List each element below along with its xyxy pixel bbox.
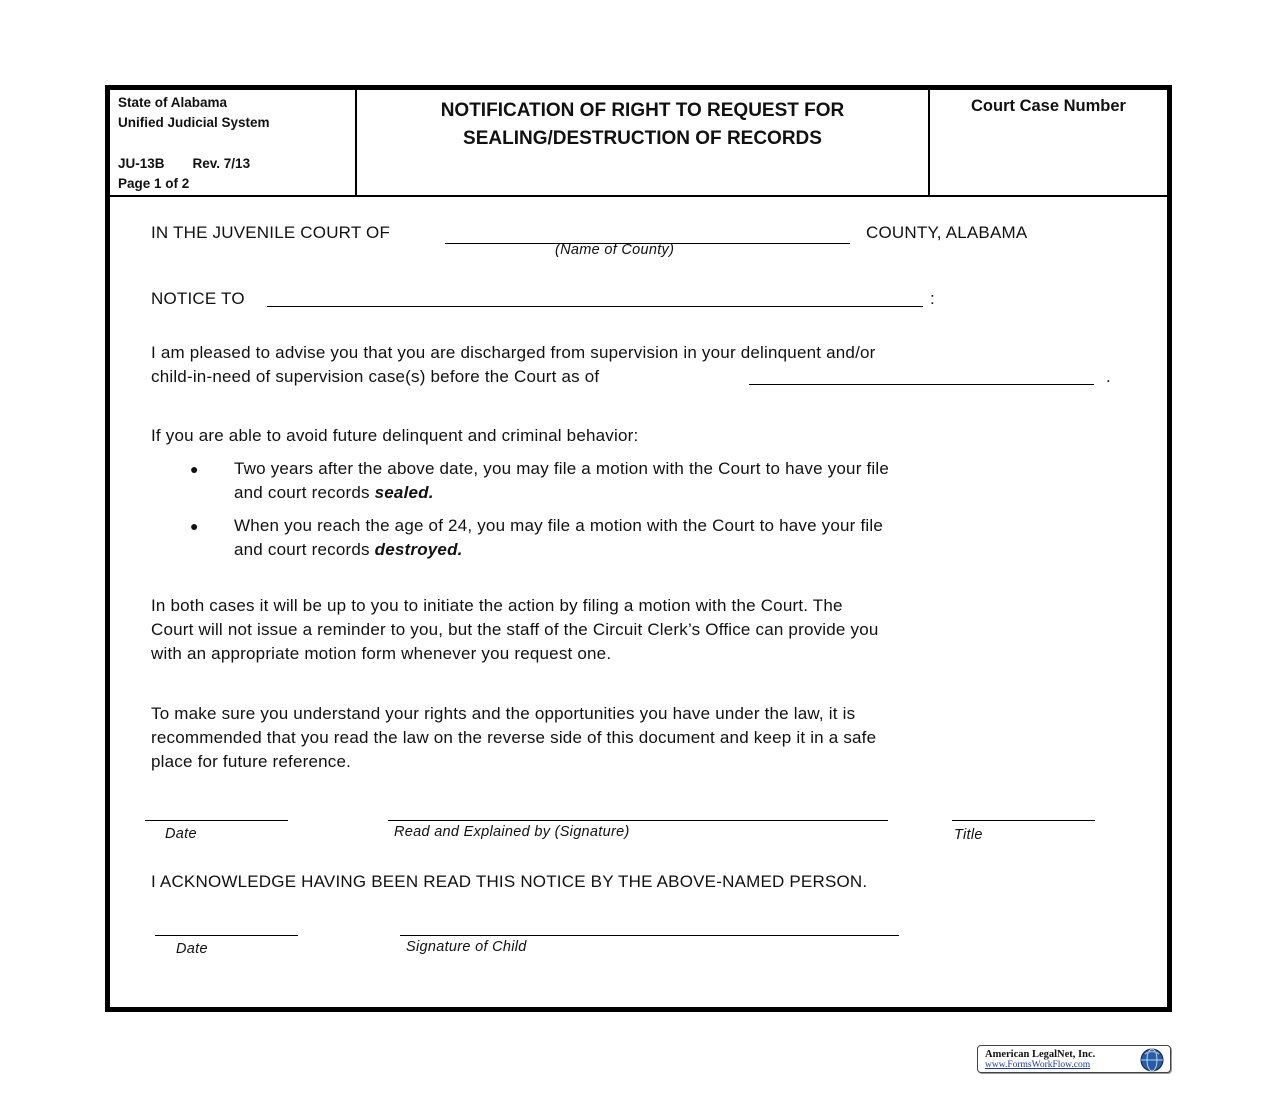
- form-id-cell: [110, 90, 357, 195]
- bullet-dot-icon: ●: [190, 461, 199, 477]
- title-line2: SEALING/DESTRUCTION OF RECORDS: [463, 128, 822, 149]
- date-label-1: Date: [165, 826, 197, 842]
- title-line1: NOTIFICATION OF RIGHT TO REQUEST FOR: [440, 100, 845, 121]
- bullet1-line2: [234, 483, 434, 503]
- child-signature-label: Signature of Child: [406, 939, 527, 955]
- discharge-line2: child-in-need of supervision case(s) before the Court as of: [151, 367, 600, 386]
- form-header: [110, 90, 1167, 197]
- court-suffix: COUNTY, ALABAMA: [866, 223, 1028, 242]
- paragraph-rights: [151, 702, 876, 774]
- county-caption: (Name of County): [555, 242, 675, 258]
- org-line1: State of Alabama: [118, 95, 228, 110]
- notice-name-field[interactable]: [267, 306, 923, 307]
- american-legalnet-logo[interactable]: [977, 1045, 1171, 1073]
- notice-colon: :: [930, 289, 935, 308]
- acknowledgement: I ACKNOWLEDGE HAVING BEEN READ THIS NOTICE BY THE ABOVE-NAMED PERSON.: [151, 872, 868, 891]
- logo-url-link[interactable]: www.FormsWorkFlow.com: [985, 1060, 1091, 1070]
- bullet1-emphasis: sealed.: [374, 483, 434, 502]
- date-label-2: Date: [176, 941, 208, 957]
- case-number-cell[interactable]: [930, 90, 1167, 195]
- globe-icon: [1137, 1047, 1167, 1073]
- date-field-1[interactable]: [145, 820, 288, 821]
- bullet1-line1: Two years after the above date, you may file a motion with the Court to have your file: [234, 459, 890, 478]
- paragraph-line: In both cases it will be up to you to initiate the action by filing a motion with the Court. The: [151, 596, 843, 615]
- org-line2: Unified Judicial System: [118, 115, 270, 130]
- discharge-date-field[interactable]: [749, 384, 1094, 385]
- court-prefix: IN THE JUVENILE COURT OF: [151, 223, 391, 242]
- form-title: [357, 90, 930, 195]
- form-frame: [105, 85, 1172, 1012]
- bullet2-text: and court records: [234, 540, 375, 559]
- bullet-dot-icon: ●: [190, 518, 199, 534]
- notice-label: NOTICE TO: [151, 289, 245, 308]
- date-field-2[interactable]: [155, 935, 298, 936]
- paragraph-both-cases: [151, 594, 879, 666]
- form-revision: Rev. 7/13: [192, 156, 251, 171]
- bullet2-line1: When you reach the age of 24, you may file a motion with the Court to have your file: [234, 516, 883, 535]
- page-label: Page 1 of 2: [118, 176, 190, 191]
- bullet2-line2: [234, 540, 463, 560]
- discharge-line1: I am pleased to advise you that you are discharged from supervision in your delinquent and/or: [151, 343, 876, 362]
- explained-by-label: Read and Explained by (Signature): [394, 824, 630, 840]
- paragraph-line: recommended that you read the law on the reverse side of this document and keep it in a safe: [151, 728, 877, 747]
- explained-by-signature-field[interactable]: [388, 820, 888, 821]
- paragraph-line: with an appropriate motion form whenever you request one.: [151, 644, 612, 663]
- form-number: JU-13B: [118, 156, 165, 171]
- paragraph-line: place for future reference.: [151, 752, 352, 771]
- title-field[interactable]: [952, 820, 1095, 821]
- child-signature-field[interactable]: [400, 935, 899, 936]
- conditions-intro: If you are able to avoid future delinquent and criminal behavior:: [151, 426, 639, 445]
- case-number-label: Court Case Number: [971, 97, 1126, 115]
- bullet1-text: and court records: [234, 483, 375, 502]
- discharge-period: .: [1106, 367, 1111, 386]
- paragraph-line: To make sure you understand your rights and the opportunities you have under the law, it is: [151, 704, 856, 723]
- logo-company: American LegalNet, Inc.: [985, 1049, 1096, 1060]
- title-label: Title: [954, 827, 983, 843]
- bullet2-emphasis: destroyed.: [374, 540, 463, 559]
- paragraph-line: Court will not issue a reminder to you, but the staff of the Circuit Clerk’s Office can provide you: [151, 620, 879, 639]
